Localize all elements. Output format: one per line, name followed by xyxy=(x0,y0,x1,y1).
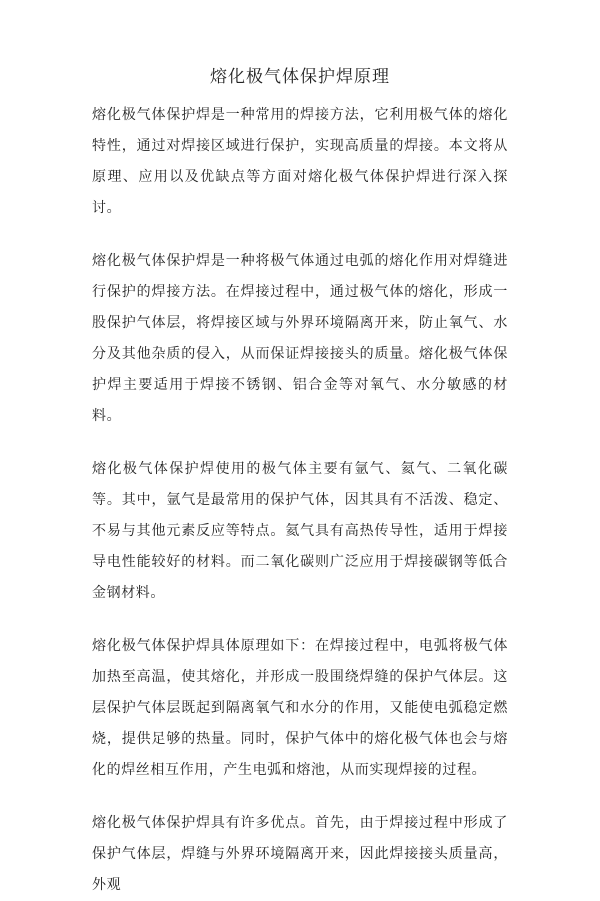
document-title: 熔化极气体保护焊原理 xyxy=(210,67,390,87)
paragraph-advantages: 熔化极气体保护焊具有许多优点。首先，由于焊接过程中形成了保护气体层，焊缝与外界环境隔离开来，因此焊接接头质量高，外观 xyxy=(92,815,508,893)
paragraph-definition: 熔化极气体保护焊是一种将极气体通过电弧的熔化作用对焊缝进行保护的焊接方法。在焊接过程中，通过极气体的熔化，形成一股保护气体层，将焊接区域与外界环境隔离开来，防止氧气、水分及其他杂质的侵入，从而保证焊接接头的质量。熔化极气体保护焊主要适用于焊接不锈钢、铝合金等对氧气、水分敏感的材料。 xyxy=(92,253,508,424)
paragraph-principle: 熔化极气体保护焊具体原理如下：在焊接过程中，电弧将极气体加热至高温，使其熔化，并形成一股围绕焊缝的保护气体层。这层保护气体层既起到隔离氧气和水分的作用，又能使电弧稳定燃烧，提供足够的热量。同时，保护气体中的熔化极气体也会与熔化的焊丝相互作用，产生电弧和熔池，从而实现焊接的过程。 xyxy=(92,638,508,778)
paragraph-intro: 熔化极气体保护焊是一种常用的焊接方法，它利用极气体的熔化特性，通过对焊接区域进行保护，实现高质量的焊接。本文将从原理、应用以及优缺点等方面对熔化极气体保护焊进行深入探讨。 xyxy=(92,107,508,216)
paragraph-gases: 熔化极气体保护焊使用的极气体主要有氩气、氦气、二氧化碳等。其中，氩气是最常用的保护气体，因其具有不活泼、稳定、不易与其他元素反应等特点。氦气具有高热传导性，适用于焊接导电性能较好的材料。而二氧化碳则广泛应用于焊接碳钢等低合金钢材料。 xyxy=(92,461,508,601)
